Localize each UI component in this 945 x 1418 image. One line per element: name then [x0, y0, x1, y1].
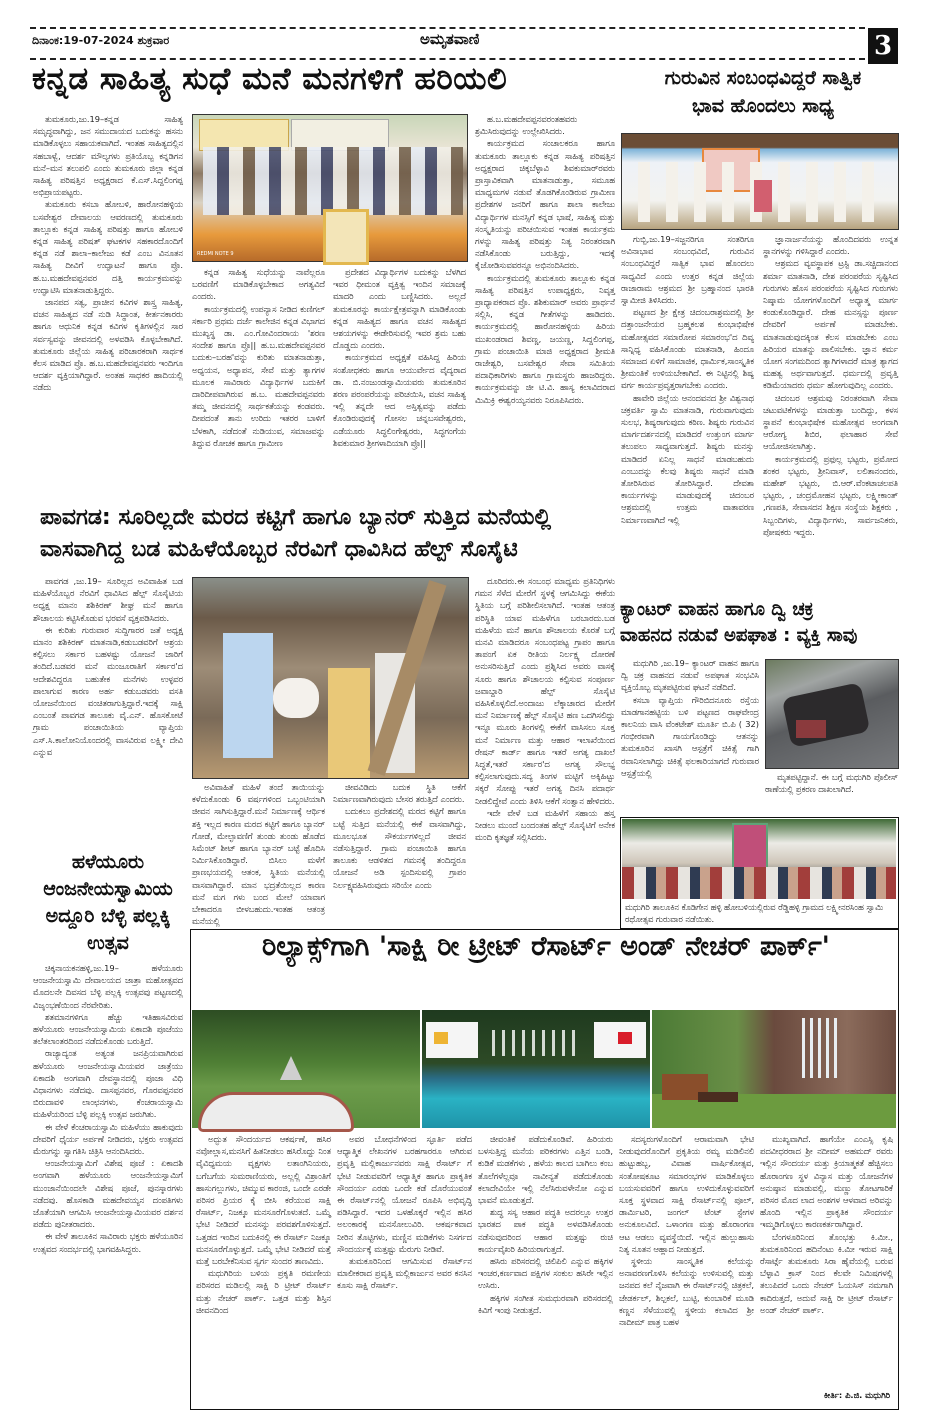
- headline-guru-line2: ಭಾವ ಹೊಂದಲು ಸಾಧ್ಯ: [692, 95, 834, 117]
- paragraph: ತುಮಕೂರು,ಜು.19–ಕನ್ನಡ ಸಾಹಿತ್ಯ ಸಮೃದ್ಧವಾಗಿದ್ದು, ಜನ ಸಮುದಾಯದ ಬದುಕನ್ನು ಹಸನು ಮಾಡಿಕೊಳ್ಳಲು ಸಹಾಯಕವಾಗಿದೆ. ಇಂತಹ ಸಾಹಿತ್ಯದಲ್ಲಿನ ಸಹಬಾಳ್ವೆ, ಆದರ್ಶ ಮೌಲ್ಯಗಳು ಪ್ರತಿಯೊಬ್ಬ ಕನ್ನಡಿಗನ ಮನೆ–ಮನ ತಲುಪಲಿ ಎಂದು ತುಮಕೂರು ಜಿಲ್ಲಾ ಕನ್ನಡ ಸಾಹಿತ್ಯ ಪರಿಷತ್ತಿನ ಅಧ್ಯಕ್ಷರಾದ ಕೆ.ಎಸ್.ಸಿದ್ದಲಿಂಗಪ್ಪ ಅಭಿಪ್ರಾಯಪಟ್ಟರು.: [33, 114, 183, 198]
- paragraph: ಮಧುಗಿರಿ ,ಜು.19– ಕ್ಯಾಂಟರ್ ವಾಹನ ಹಾಗೂ ದ್ವಿ ಚಕ್ರ ವಾಹನದ ನಡುವೆ ಅಪಘಾತ ಸಂಭವಿಸಿ ವ್ಯಕ್ತಿಯೊಬ್ಬ ಮೃತಪಟ್ಟಿರುವ ಘಟನೆ ನಡೆದಿದೆ.: [621, 658, 759, 693]
- paragraph: ಹ.ಬ.ಮಹದೇವಪ್ಪನವರಂತಹವರು ಶ್ರಮಿಸಿರುವುದನ್ನು ಉಲ್ಲೇಖಿಸಿದರು.: [475, 114, 578, 137]
- rice-bag: [273, 678, 319, 718]
- paragraph: ಅವಿವಾಹಿತೆ ಮಹಿಳೆ ತಂದೆ ತಾಯಿಯನ್ನು ಕಳೆದುಕೊಂಡು 6 ವರ್ಷಗಳಿಂದ ಒಬ್ಬಂಟಿಯಾಗಿ ಜೀವನ ಸಾಗಿಸುತ್ತಿದ್ದಾರೆ.ಮನೆ ನಿರ್ಮಾಣಕ್ಕೆ ಆರ್ಥಿಕ ಶಕ್ತಿ ಇಲ್ಲದ ಕಾರಣ ಮರದ ಕಟ್ಟಿಗೆ ಹಾಗೂ ಬ್ಯಾನರ್ ಗೋಡೆ, ಮೇಲ್ಛಾವಣಿಗೆ ತುಂಡು ತುಂಡು ಹೊಡೆದ ಸಿಮೆಂಟ್ ಶೀಟ್ ಹಾಗೂ ಬ್ಯಾನರ್ ಬಟ್ಟೆ ಹೊದಿಸಿ ನಿರ್ಮಿಸಿಕೊಂಡಿದ್ದಾರೆ. ಬಿಸಿಲು ಮಳೆಗೆ ಪ್ರಾಣಭಯದಲ್ಲಿ ಆತಂಕ, ಸ್ಥಿತಿಯ ಮನೆಯಲ್ಲಿ ವಾಸವಾಗಿದ್ದಾರೆ. ಮಾನ ಭದ್ರತೆಯಿಲ್ಲದ ಕಾರಣ ಮನೆ ಮಗ ಗಳು ಬಂದ ಮೇಲೆ ಯಾವಾಗ ಬೇಕಾದರೂ ಬೀಳಬಹುದು.ಇಂತಹ ಆತಂತ್ರ ಮನೆಯಲ್ಲಿ: [192, 782, 325, 927]
- event-photo-sahitya: [192, 114, 468, 262]
- paragraph: ಹಕ್ಕಿಗಳ ಸಂಗೀತ ಸುಮಧುರವಾಗಿ ಪರಿಸರದಲ್ಲಿ ಕಿವಿಗೆ ಇಂಪು ನೀಡುತ್ತದೆ.: [478, 1292, 613, 1315]
- article-pavagada-col4: [475, 575, 615, 920]
- paragraph: ಮೃತಪಟ್ಟಿದ್ದಾನೆ. ಈ ಬಗ್ಗೆ ಮಧುಗಿರಿ ಪೊಲೀಸ್ ಠಾಣೆಯಲ್ಲಿ ಪ್ರಕರಣ ದಾಖಲಾಗಿದೆ.: [765, 772, 898, 795]
- paragraph: ಕಾರ್ಯಕ್ರಮದ ಸಂಚಾಲಕರೂ ಹಾಗೂ ತುಮಕೂರು ತಾಲ್ಲೂಕು ಕನ್ನಡ ಸಾಹಿತ್ಯ ಪರಿಷತ್ತಿನ ಅಧ್ಯಕ್ಷರಾದ ಚಿಕ್ಕಬೆಳ್ಳಾವಿ ಶಿವಕುಮಾರ್‌ರವರು ಪ್ರಾಸ್ತಾವಿಕವಾಗಿ ಮಾತನಾಡುತ್ತಾ, ಸಮೂಹ ಮಾಧ್ಯಮಗಳ ನಡುವೆ ತೊಡಗಿಕೊಂಡಿರುವ ಗ್ರಾಮೀಣ ಪ್ರದೇಶಗಳ ಜನರಿಗೆ ಹಾಗೂ ಶಾಲಾ ಕಾಲೇಜು ವಿದ್ಯಾರ್ಥಿಗಳ ಮನಸ್ಸಿಗೆ ಕನ್ನಡ ಭಾಷೆ, ಸಾಹಿತ್ಯ ಮತ್ತು ಸಂಸ್ಕೃತಿಯನ್ನು ಪರಿಚಯಿಸುವ ಇಂತಹ ಕಾರ್ಯಕ್ರಮ ಗಳನ್ನು ಸಾಹಿತ್ಯ ಪರಿಷತ್ತು ನಿತ್ಯ ನಿರಂತರವಾಗಿ ನಡೆಸಿಕೊಂಡು ಬರುತ್ತಿದ್ದು, ಇದಕ್ಕೆ ಕೈಜೋಡಿಸುವವರನ್ನೂ ಅಭಿನಂದಿಸಿದರು.: [475, 138, 615, 271]
- temple-photo-caption: ಮಧುಗಿರಿ ತಾಲೂಕಿನ ಕೊಡಿಗೇನ ಹಳ್ಳಿ ಹೋಬಳಿಯಲ್ಲಿರುವ ರೆಡ್ಡಿಹಳ್ಳಿ ಗ್ರಾಮದ ಲಕ್ಷ್ಮೀನರಸಿಂಹ ಸ್ವಾಮಿ ರಥೋತ್ಸವ ಗುರುವಾರ ನಡೆಯಿತು.: [625, 902, 884, 924]
- paragraph: ಕನ್ನಡ ಸಾಹಿತ್ಯ ಸುಧೆಯನ್ನು ನಾವೆಲ್ಲರೂ ಬರವಣಿಗೆ ಮಾಡಿಕೊಳ್ಳಬೇಕಾದ ಅಗತ್ಯವಿದೆ ಎಂದರು.: [192, 267, 325, 302]
- article-resort-col3: [478, 1133, 613, 1403]
- waterfall: [802, 1018, 842, 1078]
- header-rule: [30, 58, 865, 60]
- article-kannada-col2: [192, 266, 325, 504]
- paragraph: ಗುಬ್ಬಿ,ಜು.19–ಸಜ್ಜನರಿಗೂ ಸಂತರಿಗೂ ಅವಿನಾಭಾವ ಸಂಬಂಧವಿದೆ, ಗುರುವಿನ ಸಂಬಂಧವಿದ್ದರೆ ಸಾತ್ವಿಕ ಭಾವ ಹೊಂದಲು ಸಾಧ್ಯವಿದೆ ಎಂದು ಉತ್ತರ ಕನ್ನಡ ಜಿಲ್ಲೆಯ ರಾಜಾರಾಮ ಆಶ್ರಮದ ಶ್ರೀ ಬ್ರಹ್ಮಾನಂದ ಭಾರತಿ ಸ್ವಾಮೀಜಿ ತಿಳಿಸಿದರು.: [621, 234, 754, 306]
- paragraph: ಮಧುಗಿರಿಯ ಬಳಿಯ ಪ್ರಕೃತಿ ರಮಣೀಯ ಪರಿಸರದ ಮಡಿಲಲ್ಲಿ ಸಾಕ್ಷಿ ರಿ ಟ್ರೀಟ್ ರೆಸಾರ್ಟ್ ಮತ್ತು ನೇಚರ್ ಪಾರ್ಕ್. ಒತ್ತಡ ಮತ್ತು ಶಿಸ್ತಿನ ಜೀವನದಿಂದ: [196, 1268, 331, 1315]
- article-resort-col5: [760, 1133, 893, 1385]
- paragraph: ಈ ಕುರಿತು ಗುರುವಾರ ಸುದ್ದಿಗಾರರ ಜತೆ ಅಧ್ಯಕ್ಷ ಮಾನಂ ಶಶಿಕಿರಣ್ ಮಾತನಾಡಿ,ಕಡುಬಡವರಿಗೆ ಆಶ್ರಯ ಕಲ್ಪಿಸಲು ಸರ್ಕಾರ ಬಹಳಷ್ಟು ಯೋಜನೆ ಜಾರಿಗೆ ತಂದಿದೆ.ಬಡವರ ಮನೆ ಮಂಜೂರಾತಿಗೆ ಸರ್ಕಾರ'ದ ಆದೇಶವಿದ್ದರೂ ಬಹುತೇಕ ಮನೆಗಳು ಉಳ್ಳವರ ಪಾಲಾಗುವ ಕಾರಣ ಅರ್ಹ ಕಡುಬಡವರು ವಸತಿ ಯೋಜನೆಯಿಂದ ವಂಚಿತರಾಗುತ್ತಿದ್ದಾರೆ.ಇದಕ್ಕೆ ಸಾಕ್ಷಿ ಎಂಬಂತೆ ಪಾವಗಡ ತಾಲೂಕು ವೈ.ಎನ್. ಹೊಸಕೋಟೆ ಗ್ರಾಮ ಪಂಚಾಯಿತಿಯ ವ್ಯಾಪ್ತಿಯ ಎಸ್.ಸಿ.ಕಾಲೋನಿಯೊಂದರಲ್ಲಿ ವಾಸವಿರುವ ಲಕ್ಷ್ಮೀ ದೇವಿ ಎನ್ನುವ: [33, 624, 183, 757]
- woman-yellow-dress: [328, 668, 370, 778]
- paragraph: ಚಿಕ್ಕನಾಯಕನಹಳ್ಳಿ,ಜು.19– ಹಳೆಯೂರು ಆಂಜನೇಯಸ್ವಾಮಿ ದೇವಾಲಯದ ಜಾತ್ರಾ ಮಹೋತ್ಸವದ ಮೊದಲನೇ ದಿವಸದ ಬೆಳ್ಳಿ ಪಲ್ಲಕ್ಕಿ ಉತ್ಸವವು ಪಟ್ಟಣದಲ್ಲಿ ವಿಜೃಂಭಣೆಯಿಂದ ನೆರವೇರಿತು.: [33, 963, 183, 1010]
- resort-garden-photo: [192, 1010, 420, 1128]
- portrait-frame: [323, 209, 369, 265]
- paragraph: ಇದೇ ವೇಳೆ ಬಡ ಮಹಿಳೆಗೆ ಸಹಾಯ ಹಸ್ತ ನೀಡಲು ಮುಂದೆ ಬಂದಂತಹ ಹೆಲ್ಪ್ ಸೊಸೈಟಿಗೆ ಅನೇಕ ಮಂದಿ ಕೃತಜ್ಞತೆ ಸಲ್ಲಿಸಿದರು.: [475, 807, 615, 843]
- bike-panel: [796, 720, 826, 738]
- event-photo-ashram: [621, 133, 899, 230]
- paragraph: ಪ್ರದೇಶದ ವಿದ್ಯಾರ್ಥಿಗಳ ಬದುಕನ್ನು ಬೆಳಗಿದ ಇವರ ಧೀಮಂತ ವ್ಯಕ್ತಿತ್ವ ಇಂದಿನ ಸಮಾಜಕ್ಕೆ ಮಾದರಿ ಎಂದು ಬಣ್ಣಿಸಿದರು. ಅಲ್ಲದೆ ತುಮಕೂರನ್ನು ಕಾರ್ಯಕ್ಷೇತ್ರವನ್ನಾಗಿ ಮಾಡಿಕೊಂಡು ಕನ್ನಡ ಸಾಹಿತ್ಯದ ಹಾಗೂ ವಚನ ಸಾಹಿತ್ಯದ ಆಶಯಗಳನ್ನು ಈಡೇರಿಸುವಲ್ಲಿ ಇವರ ಶ್ರಮ ಬಹು ದೊಡ್ಡದು ಎಂದರು.: [333, 267, 466, 351]
- article-haleyuru: [33, 962, 183, 1407]
- paragraph: ಸ್ಥಳೀಯ ಸಾಂಸ್ಕೃತಿಕ ಕಲೆಯನ್ನು ಅನಾವರಣಗೊಳಿಸಿ ಕಲೆಯನ್ನು ಉಳಿಸುವಲ್ಲಿ ಮತ್ತು ಜನಪದ ಕಲೆ ನೈಜವಾಗಿ ಈ ರೆಸಾರ್ಟ್‌ನಲ್ಲಿ ಚಿತ್ರಕಲೆ, ಜೇಡರ್ಕಲ್, ಶಿಲ್ಪಕಲೆ, ಬುಟ್ಟಿ, ಕುಂಬಾರಿಕೆ ಮೂಡಿ ಕಣ್ಣನ ಸೆಳೆಯುವಲ್ಲಿ ಸ್ಥಳೀಯ ಕಲಾವಿದ ಶ್ರೀ ನಾದೀಮ್ ಪಾತ್ರ ಬಹಳ: [619, 1256, 754, 1328]
- headline-accident-line1: ಕ್ಯಾಂಟರ್ ವಾಹನ ಹಾಗೂ ದ್ವಿ ಚಕ್ರ: [620, 599, 814, 620]
- paragraph: ಜೀವಂತಿಕೆ ಪಡೆದುಕೊಂಡಿವೆ. ಹಿರಿಯರು ಬಳಸುತ್ತಿದ್ದ ಮನೆಯ ಪರಿಕರಗಳು ಎತ್ತಿನ ಬಂಡಿ, ಕುಡಿಕೆ ಮಡಕೆಗಳು , ಹಳೆಯ ಕಾಲದ ಬಾಗಿಲು ಕಂಬ ತೊಲೆಗಳೆಲ್ಲವೂ ನಾವೀನ್ಯತೆ ಪಡೆದುಕೊಂಡು ಕಲಾದೇವಿಯೇ ಇಲ್ಲಿ ನೆಲೆಸಿರುವಳೇನೋ ಎನ್ನುವ ಭಾವನೆ ಮೂಡುತ್ತದೆ.: [478, 1134, 613, 1206]
- man-blue-shirt: [223, 633, 273, 758]
- paragraph: ಚಿದಂಬರ ಆಶ್ರಮವು ನಿರಂತರವಾಗಿ ಸೇವಾ ಚಟುವಟಿಕೆಗಳನ್ನು ಮಾಡುತ್ತಾ ಬಂದಿದ್ದು, ಕಳಸ ಸ್ಥಾಪನೆ ಕುಂಭಾಭಿಷೇಕ ಮಹೋತ್ಸವ ಅಂಗವಾಗಿ ಆರೋಗ್ಯ ಶಿಬಿರ, ಫಲಾಹಾರ ಸೇವೆ ಆಯೋಜಿಸಲಾಗಿತ್ತು.: [763, 392, 898, 452]
- resort-waterfall-photo: [652, 1010, 896, 1128]
- paragraph: ಕಾರ್ಯಕ್ರಮದಲ್ಲಿ ಉಪನ್ಯಾಸ ನೀಡಿದ ಕುಣಿಗಲ್ ಸರ್ಕಾರಿ ಪ್ರಥಮ ದರ್ಜೆ ಕಾಲೇಜಿನ ಕನ್ನಡ ವಿಭಾಗದ ಮುಖ್ಯಸ್ಥ ಡಾ. ಎಂ.ಗೋವಿಂದರಾಯ 'ಶರಣ ಸಂದೇಶ ಹಾಗೂ ಪ್ರೊ|| ಹ.ಬ.ಮಹದೇವಪ್ಪನವರ ಬದುಕು–ಬರಹ'ವನ್ನು ಕುರಿತು ಮಾತನಾಡುತ್ತಾ, ಅಧ್ಯಯನ, ಅಧ್ಯಾಪನ, ಸೇವೆ ಮತ್ತು ತ್ಯಾಗಗಳ ಮೂಲಕ ಸಾವಿರಾರು ವಿದ್ಯಾರ್ಥಿಗಳ ಬದುಕಿಗೆ ದಾರಿದೀಪವಾಗಿರುವ ಹ.ಬ. ಮಹದೇವಪ್ಪನವರು ತಮ್ಮ ಜೀವನದಲ್ಲಿ ಸಾರ್ಥಕತೆಯನ್ನು ಕಂಡವರು. ದೀಪದಂತೆ ತಾನು ಉರಿದು ಇತರರ ಬಾಳಿಗೆ ಬೆಳಕಾಗಿ, ನಡೆದಂತೆ ನುಡಿಯುವ, ಸಮಾಜವನ್ನು ತಿದ್ದುವ ರೋಚಕ ಹಾಗೂ ಗ್ರಾಮೀಣ: [192, 303, 325, 448]
- red-cushion: [618, 1032, 632, 1044]
- headline-kannada-sahitya: ಕನ್ನಡ ಸಾಹಿತ್ಯ ಸುಧೆ ಮನೆ ಮನಗಳಿಗೆ ಹರಿಯಲಿ: [32, 61, 508, 97]
- article-guru-col1: [621, 233, 754, 593]
- tent: [280, 1056, 302, 1080]
- paragraph: ಬೆಂಗಳೂರಿನಿಂದ ತೊಂಭತ್ತು ಕಿ.ಮೀ., ತುಮಕೂರಿನಿಂದ ಹದಿನೆಂಟು ಕಿ.ಮೀ ಇರುವ ಸಾಕ್ಷಿ ರೆಸಾರ್ಟ್ಗೆ ತುಮಕೂರು ಸಿರಾ ಹೈವೆಯಲ್ಲಿ ಬರುವ ಬೆಳ್ಳಾವಿ ಕ್ರಾಸ್ ನಿಂದ ಕೆಲವೇ ನಿಮಿಷಗಳಲ್ಲಿ ತಲುಪಿದರೆ ಒಂದು ನೇಚರ್ ಓಯಸಿಸ್ ನಮಗಾಗಿ ಕಾದಿರುತ್ತದೆ, ಅದುವೆ ಸಾಕ್ಷಿ ರೀ ಟ್ರೀಟ್ ರೆಸಾರ್ಟ್ ಅಂಡ್ ನೇಚರ್ ಪಾರ್ಕ್.: [760, 1231, 893, 1315]
- heart-pebble-bed: [198, 1092, 354, 1132]
- person-saree: [754, 180, 772, 212]
- paragraph: ಶುದ್ಧ ಸಸ್ಯ ಆಹಾರ ಪದ್ಧತಿ ಅದರಲ್ಲೂ ಉತ್ತರ ಭಾರತದ ಪಾಕ ಪದ್ಧತಿ ಅಳವಡಿಸಿಕೊಂಡು ನಡೆಸುವುದರಿಂದ ಆಹಾರ ಮತ್ತಷ್ಟು ರುಚಿ ಕಾರ್ಯವೈಖರಿ ಹಿರಿಯರಾಗುತ್ತದೆ.: [478, 1207, 613, 1254]
- paragraph: ರಾಜ್ಯಾದ್ಯಂತ ಅತ್ಯಂತ ಜನಪ್ರಿಯವಾಗಿರುವ ಹಳೆಯೂರು ಆಂಜನೇಯಸ್ವಾಮಿಯವರ ಜಾತ್ರೆಯು ಏಕಾದಶಿ ಅಂಗವಾಗಿ ದೇವಸ್ಥಾನದಲ್ಲಿ ಪೂಜಾ ವಿಧಿ ವಿಧಾನಗಳು ನಡೆದವು. ದಾಸಪ್ಪನವರ, ಗೊರವಪ್ಪನವರ ಬಿರುದಾವಳಿ ಲಾಂಛನಗಳು, ಕೆಂಚರಾಯಸ್ವಾಮಿ ಮಹಿಳೆಯರಿಂದ ಬೆಳ್ಳಿ ಪಲ್ಲಕ್ಕಿ ಉತ್ಸವ ಜರುಗಿತು.: [33, 1048, 183, 1120]
- article-pavagada-col1: [33, 575, 183, 847]
- resort-pool-photo: [422, 1010, 650, 1128]
- article-guru-col2: [763, 233, 898, 593]
- paragraph: ಆಂಜನೇಯಸ್ವಾಮಿಗೆ ವಿಶೇಷ ಪೂಜೆ : ಏಕಾದಶಿ ಅಂಗವಾಗಿ ಹಳೆಯೂರು ಆಂಜನೇಯಸ್ವಾಮಿಗೆ ಮುಂಜಾನೆಯಿಂದಲೇ ವಿಶೇಷ ಪೂಜೆ, ಪುನಸ್ಕಾರಗಳು ನಡೆದವು. ಹೊಸಕಾಡಿ ಮಹದೇವಯ್ಯನ ದಂಪತಿಗಳು ಜೊತೆಯಾಗಿ ಆಗಮಿಸಿ ಆಂಜನೇಯಸ್ವಾಮಿಯವರ ದರ್ಶನ ಪಡೆದು ಪುನೀತರಾದರು.: [33, 1158, 183, 1230]
- paragraph: ಈ ವೇಳೆ ಕೆಂಚರಾಯಸ್ವಾಮಿ ಮಹಿಳೆಯು ಹಾಕುವುದು ದೇವರಿಗೆ ಧೈರ್ಯ ಅರ್ಪಣೆ ನೀಡಿದರು, ಭಕ್ತರು ಉತ್ಸವದ ಮೆರುಗನ್ನು ಸ್ವಾಗತಿಸಿ ಚಿತ್ರಿಸಿ ಆನಂದಿಸಿದರು.: [33, 1121, 183, 1157]
- help-society-photo: [192, 577, 469, 779]
- paragraph: ಅವರ ಬೋಧನೆಗಳಿಂದ ಸ್ಫೂರ್ತಿ ಪಡೆದ ಆಧ್ಯಾತ್ಮಿಕ ಲೇಖನಗಳ ಬರಹಗಾರರೂ ಆಗಿರುವ ಪ್ರವೃತ್ತಿ ಮಲ್ಲಿಕಾರ್ಜುನವರು ಸಾಕ್ಷಿ ರೆಸಾರ್ಟ್ ಗೆ ಭೇಟಿ ನೀಡುವವರಿಗೆ ಆಧ್ಯಾತ್ಮಿಕ ಹಾಗೂ ಪ್ರಾಕೃತಿಕ ಸೌಂದರ್ಯ ಎರಡು ಒಂದೇ ಕಡೆ ದೊರೆಯುವಂತೆ ಈ ರೆಸಾರ್ಟ್‌ನಲ್ಲಿ ಯೋಜನೆ ರೂಪಿಸಿ ಅಭಿವೃದ್ಧಿ ಪಡಿಸಿದ್ದಾರೆ. ಇದರ ಒಳಹೊಕ್ಕರೆ ಇಲ್ಲಿನ ಹಸಿರ ಅಲಂಕಾರಕ್ಕೆ ಮನಸೋಲುವಿರಿ. ಆಕರ್ಷಕವಾದ ನೀರಿನ ತೊಟ್ಟಿಗಳು, ಮಣ್ಣಿನ ಮಡಿಕೆಗಳು ನಿಸರ್ಗದ ಸೌಂದರ್ಯಕ್ಕೆ ಮತ್ತಷ್ಟು ಮೆರುಗು ನೀಡಿವೆ.: [337, 1134, 472, 1254]
- headline-haleyuru-line3: ಅದ್ದೂರಿ ಬೆಳ್ಳಿ ಪಲ್ಲಕ್ಕಿ: [45, 905, 171, 927]
- paragraph: ಹಾವೇರಿ ಜಿಲ್ಲೆಯ ಆನಂದವನದ ಶ್ರೀ ವಿಶ್ವನಾಥ ಚಕ್ರವರ್ತಿ ಸ್ವಾಮಿ ಮಾತನಾಡಿ, ಗುರುವಾಗುವುದು ಸುಲಭ, ಶಿಷ್ಯರಾಗುವುದು ಕಠಿಣ. ಶಿಷ್ಯರು ಗುರುವಿನ ಮಾರ್ಗದರ್ಶನದಲ್ಲಿ ಮಾಡಿದರೆ ಉತ್ತುಂಗ ಮಾರ್ಗ ತಲುಪಲು ಸಾಧ್ಯವಾಗುತ್ತದೆ. ಶಿಷ್ಯರು ಮನಸ್ಸು ಮಾಡಿದರೆ ಏನಿಲ್ಲ ಸಾಧನೆ ಮಾಡಬಹುದು ಎಂಬುದನ್ನು ಕೆಲವು ಶಿಷ್ಯರು ಸಾಧನೆ ಮಾಡಿ ತೋರಿಸಿರುವ ತೋರಿಸಿದ್ದಾರೆ. ದೇವತಾ ಕಾರ್ಯಗಳನ್ನು ಮಾಡುವುದಕ್ಕೆ ಚಿದಂಬರ ಆಶ್ರಮದಲ್ಲಿ ಉತ್ತಮ ವಾತಾವರಣ ನಿರ್ಮಾಣವಾಗಿದೆ ಇಲ್ಲಿ: [621, 392, 754, 525]
- resort-byline: ಕೀರ್ತಿ: ಪಿ.ಜಿ. ಮಧುಗಿರಿ: [823, 1390, 890, 1400]
- headline-guru-line1: ಗುರುವಿನ ಸಂಬಂಧವಿದ್ದರೆ ಸಾತ್ವಿಕ: [664, 67, 862, 89]
- headline-haleyuru-line4: ಉತ್ಸವ: [87, 932, 129, 954]
- headline-accident-line2: ವಾಹನದ ನಡುವೆ ಅಪಘಾತ : ವ್ಯಕ್ತಿ ಸಾವು: [620, 625, 858, 646]
- article-accident-col1: [621, 657, 759, 807]
- headline-haleyuru-line2: ಆಂಜನೇಯಸ್ವಾಮಿಯ: [43, 878, 173, 900]
- top-rule: [30, 27, 865, 29]
- paragraph: ಶತಮಾನಗಳಿಗೂ ಹೆಚ್ಚು ಇತಿಹಾಸವಿರುವ ಹಳೆಯೂರು ಆಂಜನೇಯಸ್ವಾಮಿಯ ಏಕಾದಶಿ ಪೂಜೆಯು ತಲೆತಲಾಂತರದಿಂದ ನಡೆದುಕೊಂಡು ಬರುತ್ತಿದೆ.: [33, 1011, 183, 1047]
- article-kannada-col3: [333, 266, 466, 504]
- paragraph: ಕಾರ್ಯಕ್ರಮದಲ್ಲಿ ಪ್ರಫುಲ್ಲ ಭಟ್ಟರು, ಪ್ರಮೋದ ಶಂಕರ ಭಟ್ಟರು, ಶ್ರೀನಿವಾಸ್, ಲಲಿತಾನಂದರು, ಮಹೇಶ್ ಭಟ್ಟರು, ಬಿ.ಆರ್.ವೆಂಕಟಾಚಲಪತಿ ಭಟ್ಟರು, , ಚಂದ್ರಮೋಹನ ಭಟ್ಟರು, ಲಕ್ಷ್ಮೀಕಾಂತ್ ,ಗಣಪತಿ, ಸೇವಾಸದನ ಶಿಕ್ಷಣ ಸಂಸ್ಥೆಯ ಶಿಕ್ಷಕರು , ಸಿಬ್ಬಂದಿಗಳು, ವಿದ್ಯಾರ್ಥಿಗಳು, ಸಾರ್ವಜನಿಕರು, ಪೋಷಕರು ಇದ್ದರು.: [763, 453, 898, 537]
- headline-haleyuru-line1: ಹಳೆಯೂರು: [71, 851, 145, 873]
- temple-chariot-photo: [622, 819, 896, 899]
- article-kannada-col1: [33, 113, 183, 503]
- paragraph: ಜಾನಪದ ಸತ್ವ, ಪ್ರಾಚೀನ ಕವಿಗಳ ಶಾಸ್ತ್ರ ಸಾಹಿತ್ಯ, ವಚನ ಸಾಹಿತ್ಯದ ನಡೆ ನುಡಿ ಸಿದ್ಧಾಂತ, ಕೀರ್ತನಕಾರರು ಹಾಗೂ ಆಧುನಿಕ ಕನ್ನಡ ಕವಿಗಳ ಕೃತಿಗಳಲ್ಲಿನ ಸಾರ ಸರ್ವಸ್ವವನ್ನು ಜೀವನದಲ್ಲಿ ಅಳವಡಿಸಿ ಕೊಳ್ಳಬೇಕಾಗಿದೆ. ತುಮಕೂರು ಜಿಲ್ಲೆಯ ಸಾಹಿತ್ಯ ಪರಿಚಾರಕರಾಗಿ ಸಾರ್ಥಕ ಕೆಲಸ ಮಾಡಿದ ಪ್ರೊ. ಹ.ಬ.ಮಹದೇವಪ್ಪನವರು ಇಂದಿಗೂ ಆದರ್ಶ ವ್ಯಕ್ತಿಯಾಗಿದ್ದಾರೆ. ಅಂತಹ ಸಾಧಕರ ಹಾದಿಯಲ್ಲಿ ನಡೆದು: [33, 297, 183, 393]
- newspaper-name: ಅಮೃತವಾಣಿ: [420, 30, 480, 48]
- page-number-badge: 3: [868, 28, 898, 64]
- paragraph: ಕಾರ್ಯಕ್ರಮದಲ್ಲಿ ತುಮಕೂರು ತಾಲ್ಲೂಕು ಕನ್ನಡ ಸಾಹಿತ್ಯ ಪರಿಷತ್ತಿನ ಉಪಾಧ್ಯಕ್ಷರು, ನಿವೃತ್ತ ಪ್ರಾಧ್ಯಾಪಕರಾದ ಪ್ರೊ. ಶಶಿಕುಮಾರ್ ಅವರು ಪ್ರಾರ್ಥನೆ ಸಲ್ಲಿಸಿ, ಕನ್ನಡ ಗೀತೆಗಳನ್ನು ಹಾಡಿದರು. ಕಾರ್ಯಕ್ರಮದಲ್ಲಿ ಹಾರೋನಹಳ್ಳಿಯ ಹಿರಿಯ ಮುಖಂಡರಾದ ಶಿವಣ್ಣ, ಜಯಣ್ಣ, ಸಿದ್ದಲಿಂಗಪ್ಪ, ಗ್ರಾಮ ಪಂಚಾಯಿತಿ ಮಾಜಿ ಅಧ್ಯಕ್ಷರಾದ ಶ್ರೀಮತಿ ರಾಜೇಶ್ವರಿ, ಬಸವೇಶ್ವರ ಸೇವಾ ಸಮಿತಿಯ ಪದಾಧಿಕಾರಿಗಳು ಹಾಗೂ ಗ್ರಾಮಸ್ಥರು ಹಾಜರಿದ್ದರು. ಕಾರ್ಯಕ್ರಮವನ್ನು ಜೀ ಟಿ.ವಿ. ಹಾಸ್ಯ ಕಲಾವಿದರಾದ ಮಿಮಿಕ್ರಿ ಈಶ್ವರಯ್ಯನವರು ನಿರೂಪಿಸಿದರು.: [475, 272, 615, 405]
- paragraph: ಜೀವವಿಡಿದು ಬದುಕ ಸ್ಥಿತಿ ಆಕೆಗೆ ನಿರ್ಮಾಣವಾಗಿರುವುದು ಬೇಸರ ತರುತ್ತಿದೆ ಎಂದರು.: [333, 782, 466, 805]
- table: [698, 1092, 738, 1102]
- article-resort-col4: [619, 1133, 754, 1403]
- article-pavagada-col2: [192, 781, 325, 927]
- paragraph: ದೂರಿದರು.ಈ ಸಂಬಂಧ ಮಾಧ್ಯಮ ಪ್ರತಿನಿಧಿಗಳು ಗಮನ ಸೆಳೆದ ಮೇರೆಗೆ ಸ್ಥಳಕ್ಕೆ ಆಗಮಿಸಿದ್ದು ಈಕೆಯ ಸ್ಥಿತಿಯ ಬಗ್ಗೆ ಪರಿಶೀಲಿಸಲಾಗಿದೆ. ಇಂತಹ ಆತಂತ್ರ ಪರಿಸ್ಥಿತಿ ಯಾವ ಮಹಿಳೆಗೂ ಬರಬಾರದು.ಬಡ ಮಹಿಳೆಯ ಮನೆ ಹಾಗೂ ಶೌಚಾಲಯ ಕೊರತೆ ಬಗ್ಗೆ ಮನವಿ ಮಾಡಿದರೂ ಸಂಬಂಧಪಟ್ಟ ಗ್ರಾಪಂ ಹಾಗೂ ತಾಪಂಗೆ ಏಕ ರೀತಿಯ ನಿರ್ಲಕ್ಷ್ಯ ದೋರಣೆ ಅನುಸರಿಸುತ್ತಿದೆ ಎಂದು ಪ್ರಶ್ನಿಸಿದ ಅವರು ವಾಸಕ್ಕೆ ಸೂರು ಹಾಗೂ ಶೌಚಾಲಯ ಕಲ್ಪಿಸುವ ಸಂಪೂರ್ಣ ಜವಾಬ್ದಾರಿ ಹೆಲ್ಪ್ ಸೊಸೈಟಿ ವಹಿಸಿಕೊಳ್ಳಲಿದೆ.ಅಂದಾಜು ಲೆಕ್ಕಾಚಾರದ ಮೇರೆಗೆ ಮನೆ ನಿರ್ಮಾಣಕ್ಕೆ ಹೆಲ್ಪ್ ಸೊಸೈಟಿ ಹಣ ಒದಗಿಸಲಿದ್ದು ಇನ್ನೂ ಮೂರು ತಿಂಗಳಲ್ಲಿ ಈಕೆಗೆ ವಾಸಿಸಲು ಸೂಕ್ತ ಮನೆ ನಿರ್ಮಾಣ ಮತ್ತು ಆಹಾರ ಇಲಾಖೆಯಿಂದ ರೇಷನ್ ಕಾರ್ಡ್ ಹಾಗೂ ಇತರೆ ಅಗತ್ಯ ದಾಖಲೆ ಸಿದ್ಧತೆ,ಇತರೆ ಸರ್ಕಾರ'ದ ಅಗತ್ಯ ಸೌಲಭ್ಯ ಕಲ್ಪಿಸಲಾಗುವುದು.ಸದ್ಯ ತಿಂಗಳ ಮಟ್ಟಿಗೆ ಅಕ್ಕಿಹಿಟ್ಟು ಸಕ್ಕರೆ ಸೋಪ್ಪು ಇತರೆ ಅಗತ್ಯ ದಿನಸಿ ಪದಾರ್ಥ ನೀಡಲಿದ್ದೇವೆ ಎಂದು ತಿಳಿಸಿ ಆಕೆಗೆ ಸಂತ್ವಾನ ಹೇಳಿದರು.: [475, 576, 615, 806]
- article-resort-col1: [196, 1133, 331, 1403]
- headline-resort: ರಿಲ್ಯಾಕ್ಸ್‌ಗಾಗಿ 'ಸಾಕ್ಷಿ ರೀ ಟ್ರೀಟ್ ರೆಸಾರ್ಟ್ ಅಂಡ್ ನೇಚರ್ ಪಾರ್ಕ್': [262, 931, 830, 962]
- paragraph: ಪಾವಗಡ ,ಜು.19– ಸೂರಿಲ್ಲದ ಅವಿವಾಹಿತ ಬಡ ಮಹಿಳೆಯೊಬ್ಬರ ನೆರವಿಗೆ ಧಾವಿಸಿದ ಹೆಲ್ಪ್ ಸೊಸೈಟಿಯ ಅಧ್ಯಕ್ಷ ಮಾನಂ ಶಶಿಕಿರಣ್ ಶೀಘ್ರ ಮನೆ ಹಾಗೂ ಶೌಚಾಲಯ ಕಟ್ಟಿಸಿಕೊಡುವ ಭರವಸೆ ವ್ಯಕ್ತಪಡಿಸಿದರು.: [33, 576, 183, 623]
- paragraph: ತುಮಕೂರಿನಿಂದ ಆಗಮಿಸುವ ರೆಸಾರ್ಟ್‌ನ ಮಾಲೀಕರಾದ ಪ್ರವೃತ್ತಿ ಮಲ್ಲಿಕಾರ್ಜುನ ಅವರ ಕನಸಿನ ಕೂಸು ಸಾಕ್ಷಿ ರೆಸಾರ್ಟ್.: [337, 1256, 472, 1291]
- paragraph: ಆಶ್ರಮದ ವ್ಯವಸ್ಥಾಪಕ ಟ್ರಸ್ಟಿ ಡಾ.ಸಚ್ಚಿದಾನಂದ ಶರ್ಮಾ ಮಾತನಾಡಿ, ದೇಶ ಪರಂಪರೆಯ ಸೃಷ್ಟಿಸಿದ ಗುರುಗಳು ಹೊಸ ಪರಂಪರೆಯ ಸೃಷ್ಟಿಸಿದ ಗುರುಗಳು ನಿಷ್ಕಾಮ ಯೋಗಗಳೊಂದಿಗೆ ಅಧ್ಯಾತ್ಮ ಮಾರ್ಗ ಕಂಡುಕೊಂಡಿದ್ದಾರೆ. ದೇಹ ಮನಸ್ಸನ್ನು ಪೂರ್ಣ ದೇವರಿಗೆ ಅರ್ಪಣೆ ಮಾಡಬೇಕು. ಮಾತನಾಡುವುದಕ್ಕಿಂತ ಕೆಲಸ ಮಾಡಬೇಕು ಎಂಬ ಹಿರಿಯರ ಮಾತನ್ನು ಪಾಲಿಸಬೇಕು. ಜ್ಞಾನ ಕರ್ಮ ಯೋಗ ಸಂಗಮದಿಂದ ತ್ಯಾಗಿಗಳಾದರೆ ಮಾತ್ರ ತ್ಯಾಗದ ಮಹತ್ವ ಅರ್ಥವಾಗುತ್ತದೆ. ಧರ್ಮದಲ್ಲಿ ಪ್ರವೃತ್ತಿ ಕಡಿಮೆಯಾದರು ಧರ್ಮ ಹೋಗುವುದಿಲ್ಲ ಎಂದರು.: [763, 258, 898, 391]
- article-pavagada-col3: [333, 781, 466, 921]
- paragraph: ಮುಖ್ಯವಾಗಿದೆ. ಹಾಗೆಯೇ ಎಂಎಸ್ಸಿ ಕೃಷಿ ಪದವೀಧರರಾದ ಶ್ರೀ ನದೀಮ್ ಅಹಮದ್ ರವರು ಇಲ್ಲಿನ ಸೌಂದರ್ಯ ಮತ್ತು ಕ್ರಿಯಾತ್ಮಕತೆ ಹೆಚ್ಚಿಸಲು ಹೊರಾಂಗಣ ಸ್ಥಳ ವಿನ್ಯಾಸ ಮತ್ತು ಯೋಜನೆಗಳ ಅನುಷ್ಠಾನ ಮಾಡುವಲ್ಲಿ, ಮಣ್ಣು ತೋಟಗಾರಿಕೆ ಪರಿಸರ ಮೊದ ಲಾದ ಅಂಶಗಳ ಆಳವಾದ ಅರಿವನ್ನು ಹೊಂದಿ ಇಲ್ಲಿನ ಪ್ರಾಕೃತಿಕ ಸೌಂದರ್ಯ ಇಮ್ಮಡಿಗೊಳ್ಳಲು ಕಾರಣಕರ್ತರಾಗಿದ್ದಾರೆ.: [760, 1134, 893, 1230]
- people-group: [203, 147, 463, 215]
- paragraph: ಕಸಬಾ ವ್ಯಾಪ್ತಿಯ ಗೌರಿಬಿದನೂರು ರಸ್ತೆಯ ಮಾಡಗಾನಹಟ್ಟಿಯ ಬಳಿ ಪಟ್ಟಣದ ರಾಘವೇಂದ್ರ ಕಾಲನಿಯ ವಾಸಿ ವೆಂಕಟೇಶ್ ಮೂರ್ತಿ ಬಿ.ಪಿ ( 32) ಗಂಭೀರವಾಗಿ ಗಾಯಗೊಂಡಿದ್ದು ಆತನನ್ನು ತುಮಕೂರಿನ ಖಾಸಗಿ ಆಸ್ಪತ್ರೆಗೆ ಚಿಕಿತ್ಸೆ ಗಾಗಿ ರವಾನಿಸಲಾಗಿದ್ದು ಚಿಕಿತ್ಸೆ ಫಲಕಾರಿಯಾಗದೆ ಗುರುವಾರ ಆಸ್ಪತ್ರೆಯಲ್ಲಿ: [621, 694, 759, 778]
- paragraph: ಕಾರ್ಯಕ್ರಮದ ಅಧ್ಯಕ್ಷತೆ ವಹಿಸಿದ್ದ ಹಿರಿಯ ಸಂಶೋಧಕರು ಹಾಗೂ ಆಯುರ್ವೇದ ವೈದ್ಯರಾದ ಡಾ. ಬಿ.ನಂಜುಂಡಸ್ವಾಮಿಯವರು ತುಮಕೂರಿನ ಶರಣ ಪರಂಪರೆಯನ್ನು ಪರಿಚಯಿಸಿ, ವಚನ ಸಾಹಿತ್ಯ ಇಲ್ಲಿ ತನ್ನದೇ ಆದ ಅಸ್ತಿತ್ವವನ್ನು ಪಡೆದು ಕೊಂಡಿರುವುದಕ್ಕೆ ಗೋಸಲ ಚನ್ನಬಸವೇಶ್ವರರು, ಎಡೆಯೂರು ಸಿದ್ಧಲಿಂಗೇಶ್ವರರು, ಸಿದ್ಧಗಂಗೆಯ ಶಿವಕುಮಾರ ಶ್ರೀಗಳಾದಿಯಾಗಿ ಪ್ರೊ||: [333, 352, 466, 448]
- issue-date: ದಿನಾಂಕ:19-07-2024 ಶುಕ್ರವಾರ: [32, 34, 170, 47]
- paragraph: ಹಸಿರು ಪರಿಸರದಲ್ಲಿ ಚಿಲಿಪಿಲಿ ಎನ್ನುವ ಹಕ್ಕಿಗಳ ಇಂಚರ,ಕರ್ಣವಾದ ಪಕ್ಷಿಗಳ ಸಂಕುಲ ಹಸಿರೇ ಇಲ್ಲಿನ ಉಸಿರು.: [478, 1256, 613, 1291]
- headline-pavagada-line2: ವಾಸವಾಗಿದ್ದ ಬಡ ಮಹಿಳೆಯೊಬ್ಬರ ನೆರವಿಗೆ ಧಾವಿಸಿದ ಹೆಲ್ಪ್ ಸೊಸೈಟಿ: [40, 537, 518, 562]
- patio-set: [492, 1030, 582, 1056]
- article-kannada-col4: [475, 113, 615, 503]
- paragraph: ಜ್ಞಾನಾರ್ಜನೆಯನ್ನು ಹೊಂದಿದವರು ಉನ್ನತ ಸ್ಥಾನಗಳನ್ನು ಗಳಿಸಿದ್ದಾರೆ ಎಂದರು.: [763, 234, 898, 257]
- paragraph: ಈ ವೇಳೆ ತಾಲೂಕಿನ ಸಾವಿರಾರು ಭಕ್ತರು ಹಳೆಯೂರಿನ ಉತ್ಸವದ ಸಂದರ್ಭದಲ್ಲಿ ಭಾಗವಹಿಸಿದ್ದರು.: [33, 1231, 183, 1254]
- paragraph: ಪಟ್ಟಣದ ಶ್ರೀ ಕ್ಷೇತ್ರ ಚಿದಂಬರಾಶ್ರಮದಲ್ಲಿ ಶ್ರೀ ದತ್ತಾಂಜನೇಯರ ಬ್ರಹ್ಮಕಲಶ ಕುಂಭಾಭಿಷೇಕ ಮಹೋತ್ಸವದ ಸಮಾರೋಪ ಸಮಾರಂಭ'ದ ದಿವ್ಯ ಸಾನ್ನಿಧ್ಯ ವಹಿಸಿಕೊಂಡು ಮಾತನಾಡಿ, ಹಿಂದೂ ಸಮಾಜದ ಏಳಿಗೆ ಸಾಮಾಜಿಕ, ಧಾರ್ಮಿಕ,ಸಾಂಸ್ಕೃತಿಕ ಶ್ರೀಮಂತಿಕೆ ಉಳಿಯಬೇಕಾಗಿದೆ. ಈ ನಿಟ್ಟಿನಲ್ಲಿ ಶಿಷ್ಯ ವರ್ಗ ಕಾರ್ಯಪ್ರವೃತ್ತರಾಗಬೇಕು ಎಂದರು.: [621, 307, 754, 391]
- paragraph: ತುಮಕೂರು ಕಸಬಾ ಹೋಬಳಿ, ಹಾರೋನಹಳ್ಳಿಯ ಬಸವೇಶ್ವರ ದೇವಾಲಯ ಆವರಣದಲ್ಲಿ ತುಮಕೂರು ತಾಲ್ಲೂಕು ಕನ್ನಡ ಸಾಹಿತ್ಯ ಪರಿಷತ್ತು ಹಾಗೂ ಹೋಬಳಿ ಕನ್ನಡ ಸಾಹಿತ್ಯ ಪರಿಷತ್ ಘಟಕಗಳ ಸಹಕಾರದೊಂದಿಗೆ ಕನ್ನಡ ನಡೆ ಶಾಲಾ–ಕಾಲೇಜು ಕಡೆ ಎಂಬ ವಿನೂತನ ಸಾಹಿತ್ಯ ದೀವಿಗೆ ಉದ್ಘಾಟನೆ ಹಾಗೂ ಪ್ರೊ. ಹ.ಬ.ಮಹದೇವಪ್ಪನವರ ದತ್ತಿ ಕಾರ್ಯಕ್ರಮವನ್ನು ಉದ್ಘಾಟಿಸಿ ಮಾತನಾಡುತ್ತಿದ್ದರು.: [33, 199, 183, 295]
- article-accident-col2: [765, 771, 898, 811]
- crowd: [622, 867, 896, 899]
- article-resort-col2: [337, 1133, 472, 1403]
- photo-watermark: REDMI NOTE 9: [197, 251, 234, 257]
- paragraph: ಸದಸ್ಯರುಗಳೊಂದಿಗೆ ಆರಾಮವಾಗಿ ಭೇಟಿ ನೀಡುವುದರೊಂದಿಗೆ ಪ್ರಕೃತಿಯ ರಮ್ಯ ಮಡಿಲಿನಲಿ ಹುಟ್ಟುಹಬ್ಬ, ವಿವಾಹ ವಾರ್ಷಿಕೋತ್ಸವ, ಸಂತೋಷಕೂಟ ಸಮಾರಂಭಗಳ ಮಾಡಿಕೊಳ್ಳಲು ಬಯಸುವವರಿಗೆ ಹಾಗೂ ಉಳಿದುಕೊಳ್ಳುವವರಿಗೆ ಸೂಕ್ತ ಸ್ಥಳವಾದ ಸಾಕ್ಷಿ ರೆಸಾರ್ಟ್‌ನಲ್ಲಿ ಪೂಲ್, ಡಾರ್ಮಿಟರಿ, ಜಂಗಲ್ ಟೆಂಟ್ ಸ್ಟೇಗಳ ಅನುಕೂಲವಿದೆ. ಒಳಾಂಗಣ ಮತ್ತು ಹೊರಾಂಗಣ ಆಟ ಆಡಲು ವ್ಯವಸ್ಥೆಯಿದೆ. ಇಲ್ಲಿನ ಹುಲ್ಲುಹಾಸು ನಿತ್ಯ ನೂತನ ಆಹ್ಲಾದ ನೀಡುತ್ತದೆ.: [619, 1134, 754, 1254]
- yellow-cushion: [434, 1032, 448, 1044]
- paragraph: ಅದ್ಭುತ ಸೌಂದರ್ಯದ ಆಕರ್ಷಣೆ, ಹಸಿರ ನವೋಲ್ಲಾಸ,ಮನಸಿಗೆ ಹಿತನೀಡಲು ಹಸಿರೊದ್ದು ನಿಂತ ವೈವಿಧ್ಯಮಯ ವೃಕ್ಷಗಳು ಲತಾಂಗಿನಿಯರು, ಬಗೆಬಗೆಯ ಸುಮರಾಣಿಯರು, ಅಲ್ಲಲ್ಲಿ ವಿಶ್ರಾಂತಿಗೆ ಹಾಸುಗಲ್ಲುಗಳು, ಚಿಮ್ಮುವ ಕಾರಂಜಿ, ಒಂದೇ ಎರಡೇ ಪರಿಸರ ಪ್ರಿಯರ ಕೈ ಬೀಸಿ ಕರೆಯುವ ಸಾಕ್ಷಿ ರೆಸಾರ್ಟ್, ನಿಜಕ್ಕೂ ಮನಸೂರೆಗೊಳುತದೆ. ಒಮ್ಮೆ ಭೇಟಿ ನೀಡಿದರೆ ಮನಸನ್ನು ಪರವಶಗೊಳಿಸುತ್ತದೆ. ಒತ್ತಡದ ಇಂದಿನ ಬದುಕಿನಲ್ಲಿ ಈ ರೆಸಾರ್ಟ್ ನಿಜಕ್ಕೂ ಮನಸೂರೆಗೊಳ್ಳುತ್ತದೆ. ಒಮ್ಮೆ ಭೇಟಿ ನೀಡಿದರೆ ಮತ್ತೆ ಮತ್ತೆ ಬರಬೇಕೆನಿಸುವ ಸ್ವರ್ಗ ಸುಂದರ ತಾಣವಿದು.: [196, 1134, 331, 1267]
- accident-motorbike-photo: [765, 659, 899, 769]
- paragraph: ಬದುಕಲು ಪ್ರದೇಶದಲ್ಲಿ ಮರದ ಕಟ್ಟಿಗೆ ಹಾಗೂ ಬಟ್ಟೆ ಸುತ್ತಿದ ಮನೆಯಲ್ಲಿ ಈಕೆ ವಾಸವಾಗಿದ್ದು, ಮೂಲಭೂತ ಸೌಕರ್ಯಗಳಿಲ್ಲದೆ ಜೀವನ ನಡೆಸುತ್ತಿದ್ದಾರೆ. ಗ್ರಾಮ ಪಂಚಾಯಿತಿ ಹಾಗೂ ತಾಲೂಕು ಆಡಳಿತದ ಗಮನಕ್ಕೆ ತಂದಿದ್ದರೂ ಯೋಜನೆ ಅಡಿ ಸ್ಪಂದಿಸುವಲ್ಲಿ ಗ್ರಾಪಂ ನಿರ್ಲಕ್ಷ್ಯವಹಿಸಿರುವುದು ಸರಿಯೇ ಎಂದು: [333, 806, 466, 890]
- headline-pavagada-line1: ಪಾವಗಡ: ಸೂರಿಲ್ಲದೇ ಮರದ ಕಟ್ಟಿಗೆ ಹಾಗೂ ಬ್ಯಾನರ್ ಸುತ್ತಿದ ಮನೆಯಲ್ಲಿ: [40, 505, 552, 530]
- wrecked-motorbike: [782, 682, 871, 748]
